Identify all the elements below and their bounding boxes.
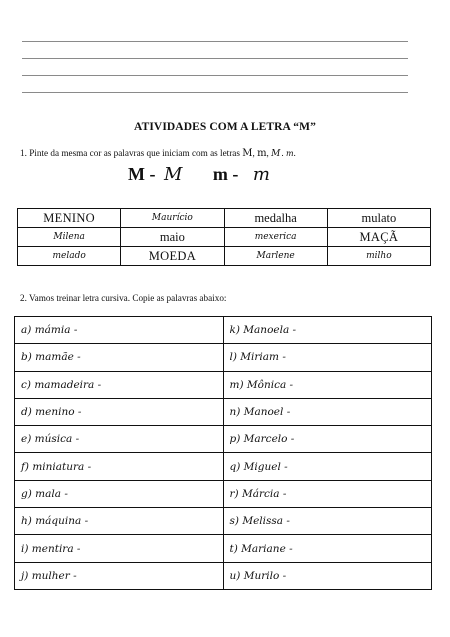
table-row (15, 317, 432, 344)
big-lower-cursive: m (252, 164, 270, 185)
practice-cell[interactable]: p) Marcelo - (223, 426, 432, 453)
letter-lower-cursive: m (285, 149, 294, 158)
table-row (15, 562, 432, 589)
word-cell[interactable]: Milena (18, 228, 121, 247)
instruction-1: 1. Pinte da mesma cor as palavras que iniciam com as letras M, m, M. m. (20, 148, 296, 159)
practice-cell[interactable]: l) Miriam - (223, 344, 432, 371)
letter-upper-cursive: M (271, 149, 282, 159)
practice-cell[interactable]: s) Melissa - (223, 508, 432, 535)
practice-cell[interactable]: r) Márcia - (223, 480, 432, 507)
big-lower-print: m - (212, 164, 239, 184)
word-cell[interactable]: milho (327, 247, 430, 266)
big-upper-print: M - (128, 164, 156, 184)
practice-cell[interactable]: k) Manoela - (223, 317, 432, 344)
big-letters-row (128, 164, 270, 185)
practice-cell[interactable]: n) Manoel - (223, 398, 432, 425)
word-table (17, 208, 431, 266)
table-row (15, 508, 432, 535)
practice-cell[interactable]: a) mámia - (15, 317, 224, 344)
writing-line (22, 41, 408, 42)
table-row (18, 209, 431, 228)
practice-cell[interactable]: h) máquina - (15, 508, 224, 535)
practice-cell[interactable]: i) mentira - (15, 535, 224, 562)
table-row (15, 480, 432, 507)
table-row (15, 398, 432, 425)
word-cell[interactable]: melado (18, 247, 121, 266)
practice-cell[interactable]: d) menino - (15, 398, 224, 425)
instruction-2: 2. Vamos treinar letra cursiva. Copie as palavras abaixo: (20, 293, 227, 303)
practice-cell[interactable]: q) Miguel - (223, 453, 432, 480)
word-cell[interactable]: MAÇÃ (327, 228, 430, 247)
practice-cell[interactable]: u) Murilo - (223, 562, 432, 589)
word-cell[interactable]: MOEDA (121, 247, 224, 266)
word-cell[interactable]: mexerica (224, 228, 327, 247)
table-row (15, 453, 432, 480)
practice-cell[interactable]: j) mulher - (15, 562, 224, 589)
big-upper-cursive: M (163, 164, 183, 185)
practice-cell[interactable]: b) mamãe - (15, 344, 224, 371)
word-cell[interactable]: Maurício (121, 209, 224, 228)
table-row (15, 426, 432, 453)
practice-cell[interactable]: f) miniatura - (15, 453, 224, 480)
word-cell[interactable]: mulato (327, 209, 430, 228)
practice-cell[interactable]: e) música - (15, 426, 224, 453)
practice-cell[interactable]: c) mamadeira - (15, 371, 224, 398)
cursive-practice-table (14, 316, 432, 590)
worksheet-title: ATIVIDADES COM A LETRA “M” (134, 121, 316, 133)
writing-line (22, 92, 408, 93)
letter-upper-print: M (242, 148, 253, 159)
table-row (18, 228, 431, 247)
table-row (18, 247, 431, 266)
table-row (15, 344, 432, 371)
practice-cell[interactable]: m) Mônica - (223, 371, 432, 398)
word-cell[interactable]: MENINO (18, 209, 121, 228)
letter-lower-print: m (257, 148, 267, 159)
writing-line (22, 75, 408, 76)
table-row (15, 371, 432, 398)
practice-cell[interactable]: t) Mariane - (223, 535, 432, 562)
word-cell[interactable]: maio (121, 228, 224, 247)
instruction-1-text: 1. Pinte da mesma cor as palavras que iniciam com as letras (20, 148, 240, 158)
word-cell[interactable]: Marlene (224, 247, 327, 266)
word-cell[interactable]: medalha (224, 209, 327, 228)
table-row (15, 535, 432, 562)
writing-line (22, 58, 408, 59)
practice-cell[interactable]: g) mala - (15, 480, 224, 507)
